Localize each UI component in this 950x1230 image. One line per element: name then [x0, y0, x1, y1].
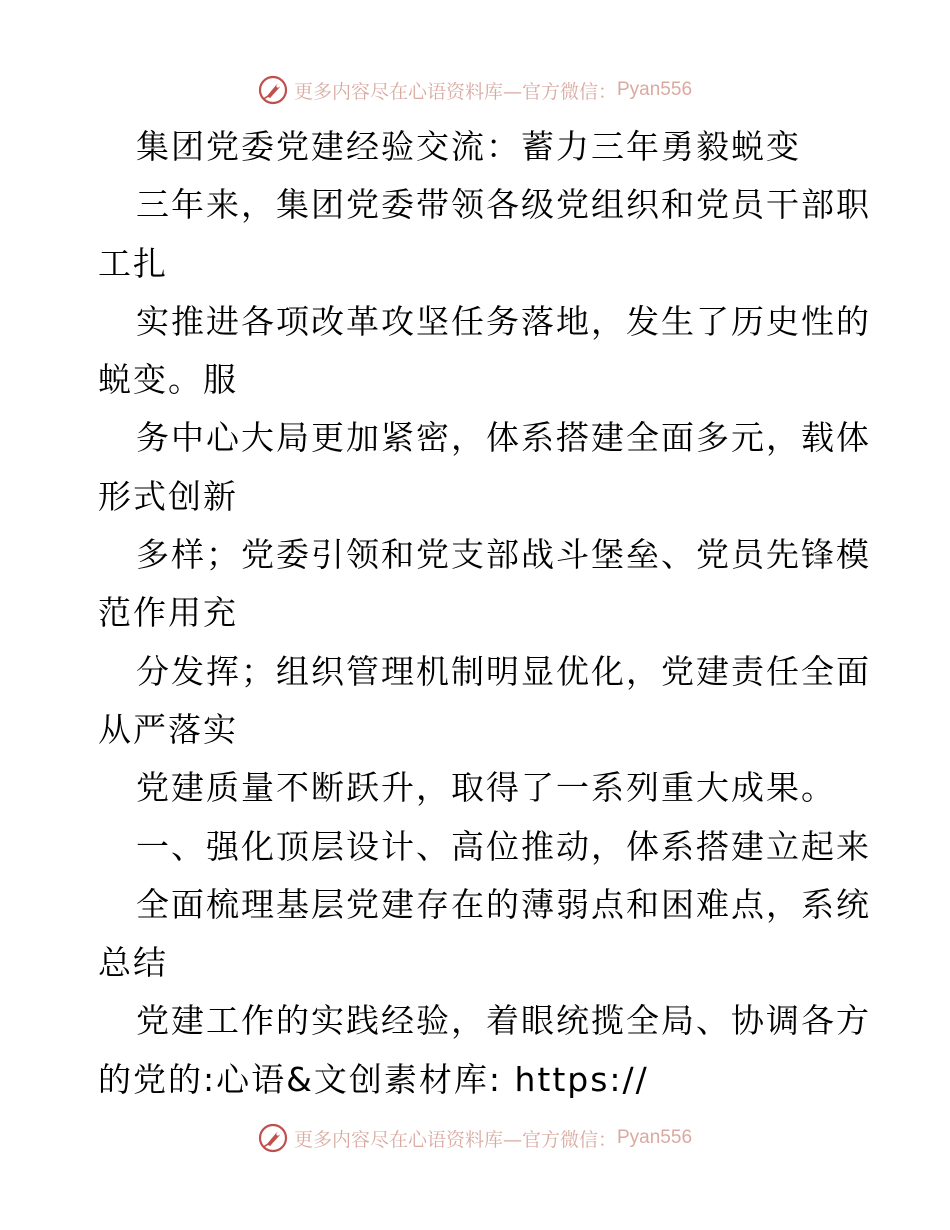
paragraph-line: 全面梳理基层党建存在的薄弱点和困难点，系统: [136, 884, 871, 924]
paragraph-line: 从严落实: [98, 709, 238, 749]
pen-nib-logo-icon: [258, 1123, 288, 1153]
header-watermark-text: 更多内容尽在心语资料库—官方微信：: [293, 80, 617, 103]
header-watermark-wechat-id: Pyan556: [617, 79, 693, 100]
paragraph-line: 多样；党委引领和党支部战斗堡垒、党员先锋模: [136, 535, 871, 575]
paragraph-line: 范作用充: [98, 593, 238, 633]
pen-nib-logo-icon: [258, 75, 288, 105]
paragraph-line: 形式创新: [98, 476, 238, 516]
paragraph-line: 工扎: [98, 243, 168, 283]
paragraph-line: 党建质量不断跃升，取得了一系列重大成果。: [136, 768, 836, 808]
header-watermark-banner: [0, 70, 950, 110]
footer-watermark-text: 更多内容尽在心语资料库—官方微信：: [293, 1128, 617, 1151]
document-body: [98, 118, 871, 1109]
section-heading: 一、强化顶层设计、高位推动，体系搭建立起来: [136, 826, 871, 866]
paragraph-line: 分发挥；组织管理机制明显优化，党建责任全面: [136, 651, 871, 691]
paragraph-line: 党建工作的实践经验，着眼统揽全局、协调各方: [136, 1001, 871, 1041]
paragraph-line: 实推进各项改革攻坚任务落地，发生了历史性的: [136, 301, 871, 341]
footer-watermark-banner: [0, 1118, 950, 1158]
footer-watermark-wechat-id: Pyan556: [617, 1127, 693, 1148]
paragraph-line: 的党的:心语&文创素材库: https://: [98, 1059, 649, 1099]
paragraph-line: 三年来，集团党委带领各级党组织和党员干部职: [136, 185, 871, 225]
paragraph-line: 总结: [98, 943, 168, 983]
paragraph-line: 务中心大局更加紧密，体系搭建全面多元，载体: [136, 418, 871, 458]
paragraph-line: 蜕变。服: [98, 360, 238, 400]
document-title: 集团党委党建经验交流：蓄力三年勇毅蜕变: [136, 127, 801, 166]
